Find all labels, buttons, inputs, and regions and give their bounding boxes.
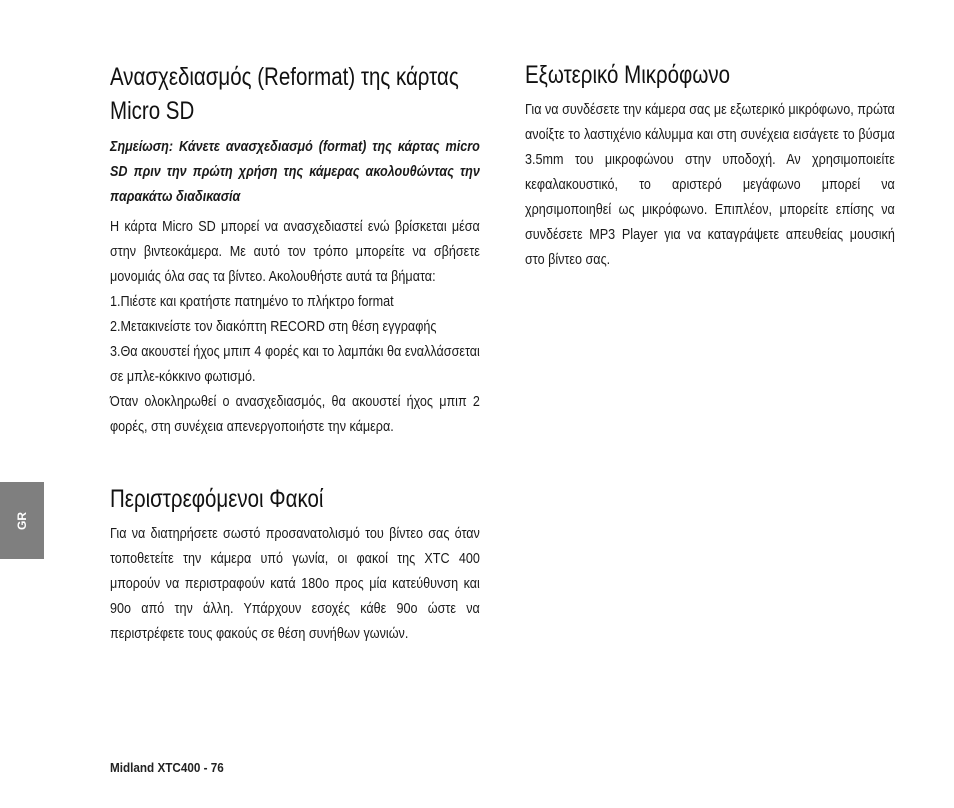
reformat-closing: Όταν ολοκληρωθεί ο ανασχεδιασμός, θα ακουστεί ήχος μπιπ 2 φορές, στη συνέχεια απενεργοποιήστε την κάμερα. — [110, 393, 480, 435]
reformat-heading: Ανασχεδιασμός (Reformat) της κάρτας Micro SD — [110, 63, 459, 125]
language-tab-label: GR — [15, 511, 29, 530]
rotating-lens-body: Για να διατηρήσετε σωστό προσανατολισμό του βίντεο σας όταν τοποθετείτε την κάμερα υπό γωνία, οι φακοί της XTC 400 μπορούν να περιστραφούν κατά 180o προς μία κατεύθυνση και 90o από την άλλη. Υπάρχουν εσοχές κάθε 90o ώστε να περιστρέφετε τους φακούς σε θέση συνήθων γωνιών. — [110, 525, 480, 642]
language-tab — [0, 482, 44, 559]
external-mic-section — [525, 58, 895, 272]
reformat-intro: Η κάρτα Micro SD μπορεί να ανασχεδιαστεί ενώ βρίσκεται μέσα στην βιντεοκάμερα. Με αυτό τον τρόπο μπορείτε να σβήσετε μονομιάς όλα σας τα βίντεο. Ακολουθήστε αυτά τα βήματα: — [110, 218, 480, 285]
reformat-section — [110, 60, 480, 439]
external-mic-body: Για να συνδέσετε την κάμερα σας με εξωτερικό μικρόφωνο, πρώτα ανοίξτε το λαστιχένιο κάλυμμα και στη συνέχεια εισάγετε το βύσμα 3.5mm του μικροφώνου στην υποδοχή. Αν χρησιμοποιείτε κεφαλακουστικό, το αριστερό μεγάφωνο μπορεί να χρησιμοποιηθεί ως μικρόφωνο. Επιπλέον, μπορείτε επίσης να συνδέσετε MP3 Player για να καταγράψετε απευθείας μουσική στο βίντεο σας. — [525, 101, 895, 268]
reformat-step-1: 1.Πιέστε και κρατήστε πατημένο το πλήκτρο format — [110, 293, 394, 310]
rotating-lens-heading: Περιστρεφόμενοι Φακοί — [110, 485, 324, 513]
page-footer: Midland XTC400 - 76 — [110, 760, 224, 775]
rotating-lens-section — [110, 482, 480, 646]
reformat-note: Σημείωση: Κάνετε ανασχεδιασμό (format) της κάρτας micro SD πριν την πρώτη χρήση της κάμερας ακολουθώντας την παρακάτω διαδικασία — [110, 138, 480, 205]
external-mic-heading: Εξωτερικό Μικρόφωνο — [525, 61, 731, 89]
reformat-step-3: 3.Θα ακουστεί ήχος μπιπ 4 φορές και το λαμπάκι θα εναλλάσσεται σε μπλε-κόκκινο φωτισμό. — [110, 343, 480, 385]
reformat-step-2: 2.Μετακινείστε τον διακόπτη RECORD στη θέση εγγραφής — [110, 318, 437, 335]
